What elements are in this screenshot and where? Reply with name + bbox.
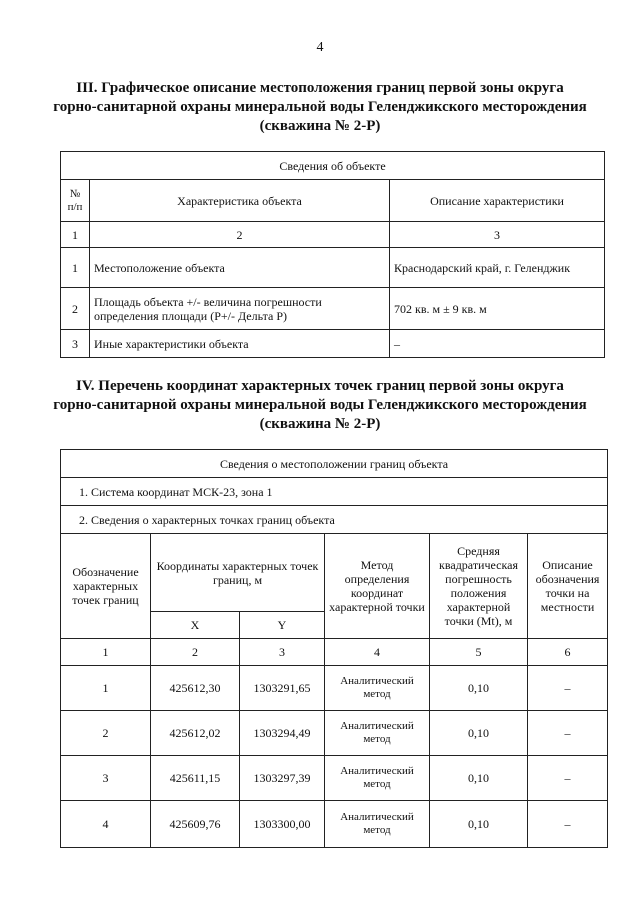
- row-characteristic: Иные характеристики объекта: [90, 330, 390, 358]
- object-info-table: [60, 151, 605, 358]
- row-number: 1: [61, 248, 90, 288]
- table-row: [61, 801, 608, 848]
- point-label: 3: [61, 756, 151, 801]
- table-title: Сведения о местоположении границ объекта: [61, 450, 608, 478]
- section-4-heading-line: (скважина № 2-Р): [259, 416, 381, 432]
- section-3-heading: [40, 79, 600, 136]
- column-header-x: X: [151, 612, 240, 639]
- coordinate-system-line: 1. Система координат МСК-23, зона 1: [61, 478, 608, 506]
- method: Аналитический метод: [325, 666, 430, 711]
- point-description: –: [528, 801, 608, 848]
- row-number: 3: [61, 330, 90, 358]
- row-description: –: [390, 330, 605, 358]
- column-header-description: Описание характеристики: [390, 180, 605, 222]
- column-number: 3: [390, 222, 605, 248]
- section-3-heading-line: горно-санитарной охраны минеральной воды Геленджикского месторождения: [53, 99, 587, 115]
- section-4-heading-line: горно-санитарной охраны минеральной воды Геленджикского месторождения: [53, 397, 587, 413]
- row-characteristic: Площадь объекта +/- величина погрешности определения площади (P+/- Дельта P): [90, 288, 390, 330]
- column-header-designation: Обозначение характерных точек границ: [61, 534, 151, 639]
- row-description: Краснодарский край, г. Геленджик: [390, 248, 605, 288]
- column-header-coordinates: Координаты характерных точек границ, м: [151, 534, 325, 612]
- column-header-error: Средняя квадратическая погрешность положения характерной точки (Mt), м: [430, 534, 528, 639]
- method: Аналитический метод: [325, 756, 430, 801]
- column-number: 2: [90, 222, 390, 248]
- x-coordinate: 425611,15: [151, 756, 240, 801]
- section-4-heading-line: IV. Перечень координат характерных точек границ первой зоны округа: [76, 378, 564, 394]
- y-coordinate: 1303300,00: [240, 801, 325, 848]
- section-4-heading: [40, 377, 600, 434]
- point-description: –: [528, 711, 608, 756]
- column-number: 4: [325, 639, 430, 666]
- column-number: 3: [240, 639, 325, 666]
- column-number: 5: [430, 639, 528, 666]
- table-row: [61, 248, 605, 288]
- section-3-heading-line: III. Графическое описание местоположения границ первой зоны округа: [76, 80, 564, 96]
- table-row: [61, 666, 608, 711]
- column-header-y: Y: [240, 612, 325, 639]
- y-coordinate: 1303291,65: [240, 666, 325, 711]
- method: Аналитический метод: [325, 801, 430, 848]
- row-description: 702 кв. м ± 9 кв. м: [390, 288, 605, 330]
- mean-square-error: 0,10: [430, 756, 528, 801]
- point-description: –: [528, 756, 608, 801]
- point-label: 4: [61, 801, 151, 848]
- row-number: 2: [61, 288, 90, 330]
- column-header-characteristic: Характеристика объекта: [90, 180, 390, 222]
- mean-square-error: 0,10: [430, 801, 528, 848]
- x-coordinate: 425609,76: [151, 801, 240, 848]
- section-3-heading-line: (скважина № 2-Р): [259, 118, 381, 134]
- column-header-method: Метод определения координат характерной точки: [325, 534, 430, 639]
- table-row: [61, 330, 605, 358]
- mean-square-error: 0,10: [430, 666, 528, 711]
- column-number: 1: [61, 222, 90, 248]
- table-title: Сведения об объекте: [61, 152, 605, 180]
- column-number: 6: [528, 639, 608, 666]
- mean-square-error: 0,10: [430, 711, 528, 756]
- row-characteristic: Местоположение объекта: [90, 248, 390, 288]
- table-row: [61, 288, 605, 330]
- y-coordinate: 1303294,49: [240, 711, 325, 756]
- point-description: –: [528, 666, 608, 711]
- column-number: 2: [151, 639, 240, 666]
- point-label: 2: [61, 711, 151, 756]
- method: Аналитический метод: [325, 711, 430, 756]
- coordinates-table: [60, 449, 608, 848]
- column-number: 1: [61, 639, 151, 666]
- x-coordinate: 425612,30: [151, 666, 240, 711]
- page-number: 4: [316, 40, 324, 55]
- column-header-number: № п/п: [61, 180, 90, 222]
- table-row: [61, 756, 608, 801]
- boundary-points-line: 2. Сведения о характерных точках границ объекта: [61, 506, 608, 534]
- x-coordinate: 425612,02: [151, 711, 240, 756]
- point-label: 1: [61, 666, 151, 711]
- column-header-point-description: Описание обозначения точки на местности: [528, 534, 608, 639]
- y-coordinate: 1303297,39: [240, 756, 325, 801]
- table-row: [61, 711, 608, 756]
